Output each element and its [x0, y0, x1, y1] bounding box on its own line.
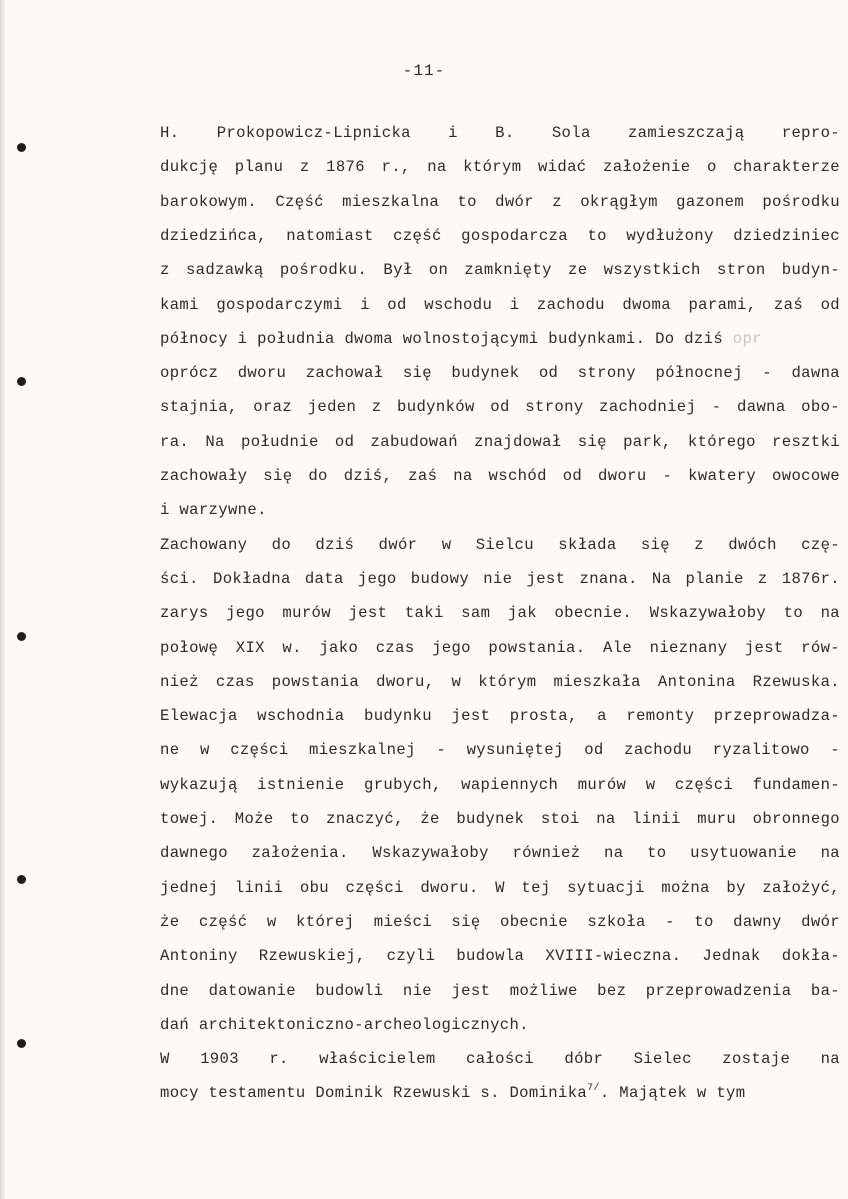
text-line-content: mocy testamentu Dominik Rzewuski s. Dominika [160, 1084, 588, 1103]
text-line-content: towej. Może to znaczyć, że budynek stoi na linii muru obronnego [160, 810, 840, 828]
page-number: -11- [402, 62, 446, 80]
text-line-content: wykazują istnienie grubych, wapiennych murów w części fundamen- [160, 775, 840, 794]
text-line [160, 603, 840, 623]
text-line-content: że część w której mieści się obecnie szkoła - to dawny dwór [160, 912, 840, 931]
text-line [160, 123, 840, 143]
text-line [160, 740, 840, 760]
text-line-content: dawnego założenia. Wskazywałoby również na to usytuowanie na [160, 844, 840, 863]
faded-text: opr [723, 329, 762, 348]
text-line-content: barokowym. Część mieszkalna to dwór z okrągłym gazonem pośrodku [160, 192, 840, 211]
text-line [160, 466, 840, 486]
text-line [160, 1049, 840, 1069]
text-line [160, 672, 840, 692]
text-line-content: W 1903 r. właścicielem całości dóbr Sielec zostaje na [160, 1050, 840, 1069]
text-line-content: dne datowanie budowli nie jest możliwe bez przeprowadzenia ba- [160, 981, 840, 1000]
text-line-tail: . Majątek w tym [599, 1084, 746, 1103]
text-line-content: jednej linii obu części dworu. W tej sytuacji można by założyć, [160, 878, 840, 897]
binder-hole-mark [17, 143, 26, 152]
text-line [160, 1083, 840, 1106]
text-line-content: zachowały się do dziś, zaś na wschód od dworu - kwatery owocowe [160, 467, 840, 485]
text-line [160, 1015, 840, 1035]
binder-hole-mark [17, 875, 26, 884]
text-line-content: stajnia, oraz jeden z budynków od strony zachodniej - dawna obo- [160, 398, 840, 417]
text-line [160, 912, 840, 932]
text-line-content: zarys jego murów jest taki sam jak obecnie. Wskazywałoby to na [160, 604, 840, 623]
text-line [160, 569, 840, 589]
text-line-content: nież czas powstania dworu, w którym mieszkała Antonina Rzewuska. [160, 672, 840, 691]
footnote-reference: 7/ [587, 1083, 600, 1095]
text-line-content: ra. Na południe od zabudowań znajdował się park, którego resztki [160, 432, 840, 451]
text-line [160, 226, 840, 246]
binder-hole-mark [17, 632, 26, 641]
text-line-content: dań architektoniczno-archeologicznych. [160, 1015, 529, 1034]
text-line-content: z sadzawką pośrodku. Był on zamknięty ze wszystkich stron budyn- [160, 261, 840, 280]
text-line [160, 775, 840, 795]
text-line [160, 295, 840, 315]
text-line [160, 638, 840, 658]
text-line-content: dziedzińca, natomiast część gospodarcza to wydłużony dziedziniec [160, 226, 840, 245]
text-line-content: Zachowany do dziś dwór w Sielcu składa się z dwóch czę- [160, 535, 840, 554]
text-line-content: oprócz dworu zachował się budynek od strony północnej - dawna [160, 364, 840, 383]
text-line [160, 706, 840, 726]
text-line [160, 809, 840, 829]
text-line [160, 157, 840, 177]
text-line [160, 535, 840, 555]
text-line-content: i warzywne. [160, 501, 267, 520]
text-line [160, 981, 840, 1001]
text-line [160, 878, 840, 898]
page-edge-shadow [0, 0, 6, 1199]
text-line [160, 843, 840, 863]
text-line [160, 329, 840, 349]
text-line [160, 192, 840, 212]
text-line-content: Elewacja wschodnia budynku jest prosta, a remonty przeprowadza- [160, 707, 840, 726]
text-line-content: dukcję planu z 1876 r., na którym widać założenie o charakterze [160, 158, 840, 177]
text-line [160, 500, 840, 520]
text-line [160, 363, 840, 383]
text-line-content: Antoniny Rzewuskiej, czyli budowla XVIII-wieczna. Jednak dokła- [160, 947, 840, 966]
text-line [160, 946, 840, 966]
text-line-content: ne w części mieszkalnej - wysuniętej od zachodu ryzalitowo - [160, 741, 840, 760]
text-line-content: H. Prokopowicz-Lipnicka i B. Sola zamieszczają repro- [160, 124, 840, 142]
text-line-content: ści. Dokładna data jego budowy nie jest znana. Na planie z 1876r. [160, 569, 840, 588]
binder-hole-mark [17, 377, 26, 386]
text-line [160, 397, 840, 417]
binder-hole-mark [17, 1039, 26, 1048]
text-line-content: północy i południa dwoma wolnostojącymi budynkami. Do dziś [160, 329, 724, 348]
text-line-content: połowę XIX w. jako czas jego powstania. Ale nieznany jest rów- [160, 638, 840, 657]
text-line [160, 432, 840, 452]
text-line-content: kami gospodarczymi i od wschodu i zachodu dwoma parami, zaś od [160, 295, 840, 314]
text-line [160, 260, 840, 280]
